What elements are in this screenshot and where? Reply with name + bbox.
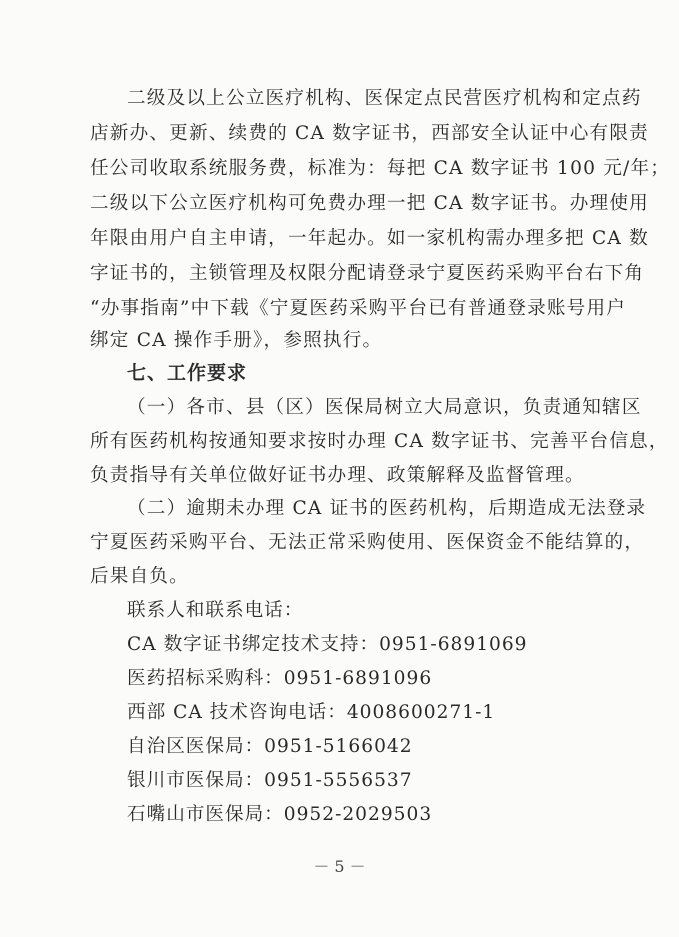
paragraph-line: 任公司收取系统服务费，标准为：每把 CA 数字证书 100 元/年； [90,158,671,179]
contacts-intro: 联系人和联系电话： [127,600,304,621]
paragraph-line: 宁夏医药采购平台、无法正常采购使用、医保资金不能结算的， [90,532,645,553]
paragraph-line: （一）各市、县（区）医保局树立大局意识，负责通知辖区 [127,397,642,418]
page-number: － 5 － [313,857,366,876]
contact-line: 西部 CA 技术咨询电话：4008600271-1 [127,702,496,723]
contact-line: 医药招标采购科：0951-6891096 [127,668,433,689]
paragraph-line: 所有医药机构按通知要求按时办理 CA 数字证书、完善平台信息， [90,431,669,452]
contact-line: 自治区医保局：0951-5166042 [127,736,413,757]
paragraph-line: 二级及以上公立医疗机构、医保定点民营医疗机构和定点药 [127,88,642,109]
contact-line: CA 数字证书绑定技术支持：0951-6891069 [127,634,528,655]
paragraph-line: 绑定 CA 操作手册》，参照执行。 [90,330,383,351]
paragraph-line: （二）逾期未办理 CA 证书的医药机构，后期造成无法登录 [127,498,647,519]
contact-line: 银川市医保局：0951-5556537 [127,770,413,791]
paragraph-line: 店新办、更新、续费的 CA 数字证书，西部安全认证中心有限责 [90,123,649,144]
contact-line: 石嘴山市医保局：0952-2029503 [127,804,433,825]
paragraph-line: 年限由用户自主申请，一年起办。如一家机构需办理多把 CA 数 [90,228,649,249]
paragraph-line: 后果自负。 [90,566,189,587]
paragraph-line: 二级以下公立医疗机构可免费办理一把 CA 数字证书。办理使用 [90,193,649,214]
paragraph-line: “办事指南”中下载《宁夏医药采购平台已有普通登录账号用户 [90,298,627,319]
paragraph-line: 负责指导有关单位做好证书办理、政策解释及监督管理。 [90,465,585,486]
paragraph-line: 字证书的，主锁管理及权限分配请登录宁夏医药采购平台右下角 [90,263,645,284]
section-heading: 七、工作要求 [127,362,248,384]
